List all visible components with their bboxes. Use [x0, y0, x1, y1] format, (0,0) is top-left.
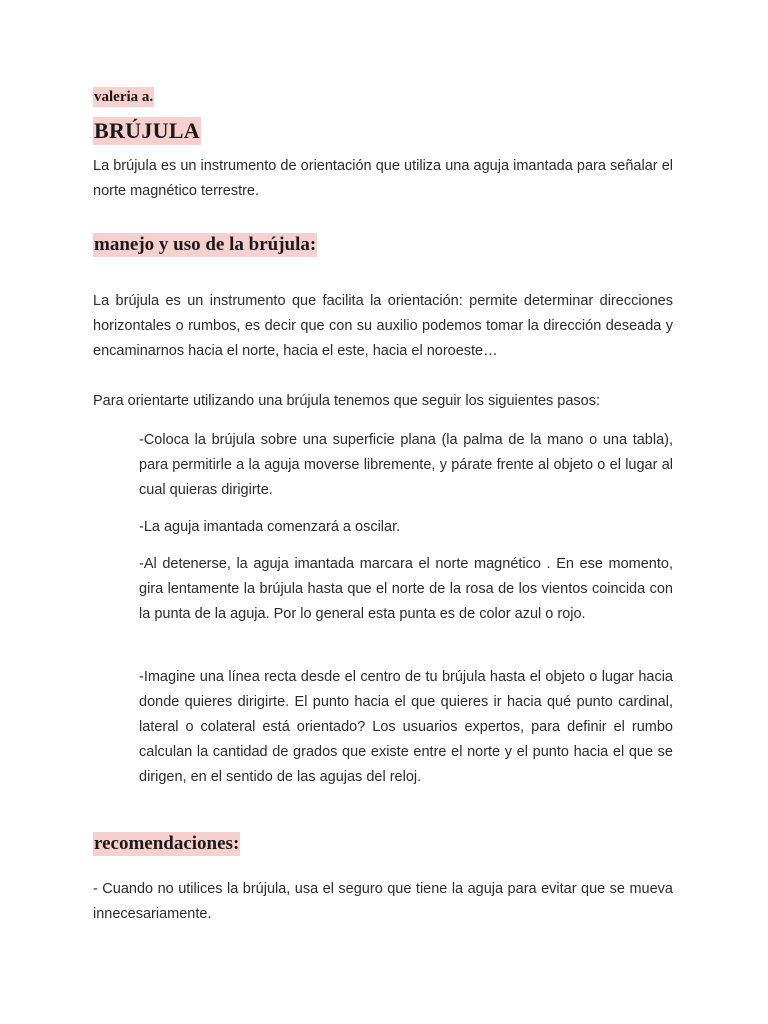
step-item: -Imagine una línea recta desde el centro de tu brújula hasta el objeto o lugar hacia donde quieres dirigirte. El punto hacia el que quieres ir hacia qué punto cardinal, lateral o colateral está orientado? Los usuarios expertos, para definir el rumbo calculan la cantidad de grados que existe entre el norte y el punto hacia el que se dirigen, en el sentido de las agujas del reloj.: [139, 669, 673, 785]
recommendations-paragraph: - Cuando no utilices la brújula, usa el seguro que tiene la aguja para evitar que se mueva innecesariamente.: [93, 881, 673, 922]
usage-paragraph: La brújula es un instrumento que facilita la orientación: permite determinar direcciones horizontales o rumbos, es decir que con su auxilio podemos tomar la dirección deseada y encaminarnos hacia el norte, hacia el este, hacia el noroeste…: [93, 293, 673, 359]
step-item: -La aguja imantada comenzará a oscilar.: [139, 519, 401, 535]
section-heading-usage: manejo y uso de la brújula:: [94, 234, 317, 255]
author-name: valeria a.: [94, 89, 154, 105]
step-item: -Coloca la brújula sobre una superficie plana (la palma de la mano o una tabla), para permitirle a la aguja moverse libremente, y párate frente al objeto o el lugar al cual quieras dirigirte.: [139, 432, 673, 498]
document-title: BRÚJULA: [94, 118, 200, 143]
steps-intro: Para orientarte utilizando una brújula tenemos que seguir los siguientes pasos:: [93, 393, 601, 409]
section-heading-recommendations: recomendaciones:: [94, 833, 240, 854]
step-item: -Al detenerse, la aguja imantada marcara el norte magnético . En ese momento, gira lentamente la brújula hasta que el norte de la rosa de los vientos coincida con la punta de la aguja. Por lo general esta punta es de color azul o rojo.: [139, 556, 673, 622]
intro-paragraph: La brújula es un instrumento de orientación que utiliza una aguja imantada para señalar el norte magnético terrestre.: [93, 158, 673, 199]
